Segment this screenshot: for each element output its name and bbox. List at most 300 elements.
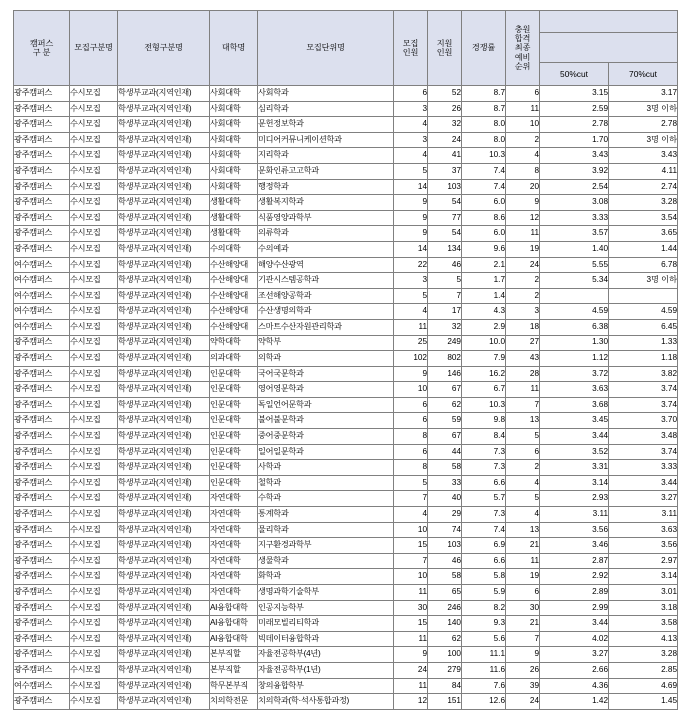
- cell-admission-type: 학생부교과(지역인재): [118, 585, 210, 601]
- cell-apply-count: 58: [428, 569, 462, 585]
- cell-apply-count: 44: [428, 444, 462, 460]
- cell-cut50: 2.66: [540, 662, 609, 678]
- cell-college: 사회대학: [210, 101, 258, 117]
- cell-cut70: 3명 이하: [609, 132, 678, 148]
- cell-cut50: 3.08: [540, 195, 609, 211]
- cell-campus: 광주캠퍼스: [14, 475, 70, 491]
- cell-competition-rate: 1.4: [462, 288, 506, 304]
- cell-competition-rate: 6.7: [462, 382, 506, 398]
- cell-campus: 광주캠퍼스: [14, 366, 70, 382]
- cell-admission-type: 학생부교과(지역인재): [118, 86, 210, 102]
- cell-unit: 사학과: [258, 460, 394, 476]
- cell-waitlist-rank: 4: [506, 475, 540, 491]
- cell-college: 사회대학: [210, 179, 258, 195]
- table-row: [14, 631, 678, 647]
- cell-campus: 광주캠퍼스: [14, 132, 70, 148]
- cell-recruit-category: 수시모집: [70, 210, 118, 226]
- cell-college: 인문대학: [210, 460, 258, 476]
- table-row: [14, 132, 678, 148]
- cell-cut70: 3.48: [609, 429, 678, 445]
- cell-unit: 국어국문학과: [258, 366, 394, 382]
- table-row: [14, 569, 678, 585]
- table-row: [14, 335, 678, 351]
- table-row: [14, 319, 678, 335]
- cell-recruit-category: 수시모집: [70, 553, 118, 569]
- cell-cut50: 3.57: [540, 226, 609, 242]
- cell-unit: 식품영양과학부: [258, 210, 394, 226]
- cell-cut50: 3.31: [540, 460, 609, 476]
- cell-unit: 미디어커뮤니케이션학과: [258, 132, 394, 148]
- cell-college: 인문대학: [210, 429, 258, 445]
- cell-college: 인문대학: [210, 382, 258, 398]
- cell-recruit-count: 8: [394, 429, 428, 445]
- cell-cut50: 2.78: [540, 117, 609, 133]
- cell-cut70: 4.11: [609, 163, 678, 179]
- cell-cut70: 3.28: [609, 195, 678, 211]
- cell-cut50: 3.44: [540, 616, 609, 632]
- cell-college: 사회대학: [210, 163, 258, 179]
- cell-waitlist-rank: 9: [506, 195, 540, 211]
- header-apply-count-line1: 지원: [436, 38, 453, 48]
- cell-recruit-category: 수시모집: [70, 351, 118, 367]
- cell-unit: 영어영문학과: [258, 382, 394, 398]
- cell-waitlist-rank: 13: [506, 522, 540, 538]
- cell-unit: 해양수산광역: [258, 257, 394, 273]
- cell-unit: 인공지능학부: [258, 600, 394, 616]
- table-row: [14, 366, 678, 382]
- cell-competition-rate: 5.9: [462, 585, 506, 601]
- cell-apply-count: 26: [428, 101, 462, 117]
- cell-campus: 광주캠퍼스: [14, 179, 70, 195]
- cell-college: 의과대학: [210, 351, 258, 367]
- cell-apply-count: 5: [428, 273, 462, 289]
- cell-cut70: 3.74: [609, 382, 678, 398]
- cell-waitlist-rank: 7: [506, 631, 540, 647]
- cell-recruit-category: 수시모집: [70, 585, 118, 601]
- cell-waitlist-rank: 43: [506, 351, 540, 367]
- cell-campus: 광주캠퍼스: [14, 226, 70, 242]
- cell-recruit-count: 9: [394, 226, 428, 242]
- cell-competition-rate: 2.9: [462, 319, 506, 335]
- cell-campus: 광주캠퍼스: [14, 491, 70, 507]
- cell-cut70: 3.44: [609, 475, 678, 491]
- cell-apply-count: 7: [428, 288, 462, 304]
- cell-apply-count: 146: [428, 366, 462, 382]
- cell-unit: 철학과: [258, 475, 394, 491]
- cell-college: AI융합대학: [210, 616, 258, 632]
- header-cut50: 50%cut: [540, 63, 609, 86]
- cell-recruit-count: 3: [394, 132, 428, 148]
- cell-campus: 여수캠퍼스: [14, 288, 70, 304]
- cell-cut70: 6.45: [609, 319, 678, 335]
- cell-college: 인문대학: [210, 444, 258, 460]
- cell-unit: 지구환경과학부: [258, 538, 394, 554]
- cell-apply-count: 249: [428, 335, 462, 351]
- cell-unit: 심리학과: [258, 101, 394, 117]
- cell-unit: 기관시스템공학과: [258, 273, 394, 289]
- cell-apply-count: 84: [428, 678, 462, 694]
- cell-waitlist-rank: 19: [506, 241, 540, 257]
- cell-competition-rate: 8.2: [462, 600, 506, 616]
- cell-admission-type: 학생부교과(지역인재): [118, 397, 210, 413]
- cell-recruit-count: 9: [394, 195, 428, 211]
- cell-campus: 광주캠퍼스: [14, 241, 70, 257]
- header-waitlist-rank: [506, 11, 540, 86]
- table-row: [14, 86, 678, 102]
- cell-admission-type: 학생부교과(지역인재): [118, 319, 210, 335]
- cell-campus: 광주캠퍼스: [14, 631, 70, 647]
- cell-cut70: 3.63: [609, 522, 678, 538]
- table-row: [14, 538, 678, 554]
- cell-competition-rate: 7.4: [462, 163, 506, 179]
- cell-waitlist-rank: 26: [506, 662, 540, 678]
- cell-apply-count: 151: [428, 694, 462, 710]
- cell-unit: 생활복지학과: [258, 195, 394, 211]
- cell-unit: 문화인류고고학과: [258, 163, 394, 179]
- cell-cut50: 1.42: [540, 694, 609, 710]
- cell-competition-rate: 12.6: [462, 694, 506, 710]
- cell-cut70: 1.44: [609, 241, 678, 257]
- cell-apply-count: 40: [428, 491, 462, 507]
- cell-recruit-category: 수시모집: [70, 241, 118, 257]
- cell-waitlist-rank: 11: [506, 382, 540, 398]
- cell-apply-count: 17: [428, 304, 462, 320]
- cell-campus: 광주캠퍼스: [14, 553, 70, 569]
- cell-admission-type: 학생부교과(지역인재): [118, 553, 210, 569]
- cell-campus: 광주캠퍼스: [14, 413, 70, 429]
- cell-college: 자연대학: [210, 522, 258, 538]
- cell-recruit-category: 수시모집: [70, 507, 118, 523]
- table-row: [14, 522, 678, 538]
- cell-competition-rate: 8.7: [462, 86, 506, 102]
- cell-competition-rate: 2.1: [462, 257, 506, 273]
- cell-college: 본부직할: [210, 662, 258, 678]
- cell-college: 인문대학: [210, 366, 258, 382]
- header-admission-type: 전형구분명: [118, 11, 210, 86]
- cell-unit: 조선해양공학과: [258, 288, 394, 304]
- cell-unit: 의류학과: [258, 226, 394, 242]
- cell-waitlist-rank: 2: [506, 132, 540, 148]
- cell-campus: 광주캠퍼스: [14, 585, 70, 601]
- cell-campus: 광주캠퍼스: [14, 148, 70, 164]
- cell-unit: 화학과: [258, 569, 394, 585]
- cell-recruit-category: 수시모집: [70, 335, 118, 351]
- table-row: [14, 117, 678, 133]
- cell-recruit-category: 수시모집: [70, 257, 118, 273]
- cell-college: 자연대학: [210, 569, 258, 585]
- cell-recruit-category: 수시모집: [70, 460, 118, 476]
- table-row: [14, 678, 678, 694]
- cell-cut50: 3.14: [540, 475, 609, 491]
- cell-college: 인문대학: [210, 475, 258, 491]
- cell-apply-count: 24: [428, 132, 462, 148]
- cell-college: 사회대학: [210, 132, 258, 148]
- table-row: [14, 616, 678, 632]
- cell-unit: 미래모빌리티학과: [258, 616, 394, 632]
- cell-recruit-count: 10: [394, 569, 428, 585]
- cell-recruit-category: 수시모집: [70, 647, 118, 663]
- cell-competition-rate: 8.4: [462, 429, 506, 445]
- cell-campus: 광주캠퍼스: [14, 522, 70, 538]
- cell-competition-rate: 11.6: [462, 662, 506, 678]
- cell-recruit-category: 수시모집: [70, 86, 118, 102]
- table-row: [14, 288, 678, 304]
- cell-recruit-category: 수시모집: [70, 694, 118, 710]
- cell-apply-count: 62: [428, 397, 462, 413]
- cell-waitlist-rank: 10: [506, 117, 540, 133]
- cell-recruit-category: 수시모집: [70, 522, 118, 538]
- cell-recruit-category: 수시모집: [70, 569, 118, 585]
- cell-campus: 광주캠퍼스: [14, 507, 70, 523]
- cell-cut70: 3명 이하: [609, 101, 678, 117]
- cell-cut70: 3.33: [609, 460, 678, 476]
- cell-competition-rate: 4.3: [462, 304, 506, 320]
- cell-recruit-count: 6: [394, 444, 428, 460]
- cell-waitlist-rank: 24: [506, 694, 540, 710]
- cell-competition-rate: 9.8: [462, 413, 506, 429]
- table-row: [14, 351, 678, 367]
- cell-unit: 통계학과: [258, 507, 394, 523]
- cell-recruit-count: 9: [394, 366, 428, 382]
- cell-recruit-count: 7: [394, 491, 428, 507]
- cell-cut50: 3.46: [540, 538, 609, 554]
- header-row-1: [14, 11, 678, 33]
- cell-cut50: 2.54: [540, 179, 609, 195]
- cell-college: 수산해양대: [210, 257, 258, 273]
- cell-cut50: [540, 288, 609, 304]
- cell-recruit-count: 102: [394, 351, 428, 367]
- header-unit: 모집단위명: [258, 11, 394, 86]
- cell-competition-rate: 11.1: [462, 647, 506, 663]
- cell-admission-type: 학생부교과(지역인재): [118, 694, 210, 710]
- cell-admission-type: 학생부교과(지역인재): [118, 257, 210, 273]
- cell-apply-count: 33: [428, 475, 462, 491]
- cell-unit: 사회학과: [258, 86, 394, 102]
- cell-campus: 광주캠퍼스: [14, 569, 70, 585]
- table-row: [14, 491, 678, 507]
- cell-admission-type: 학생부교과(지역인재): [118, 101, 210, 117]
- cell-admission-type: 학생부교과(지역인재): [118, 335, 210, 351]
- cell-apply-count: 802: [428, 351, 462, 367]
- cell-recruit-category: 수시모집: [70, 304, 118, 320]
- cell-recruit-count: 4: [394, 304, 428, 320]
- cell-cut70: 3.28: [609, 647, 678, 663]
- cell-recruit-category: 수시모집: [70, 678, 118, 694]
- cell-cut70: 3.11: [609, 507, 678, 523]
- cell-college: AI융합대학: [210, 631, 258, 647]
- cell-admission-type: 학생부교과(지역인재): [118, 569, 210, 585]
- cell-recruit-count: 8: [394, 460, 428, 476]
- cell-waitlist-rank: 30: [506, 600, 540, 616]
- cell-college: 자연대학: [210, 491, 258, 507]
- cell-recruit-category: 수시모집: [70, 319, 118, 335]
- cell-admission-type: 학생부교과(지역인재): [118, 600, 210, 616]
- cell-unit: 스마트수산자원관리학과: [258, 319, 394, 335]
- cell-recruit-category: 수시모집: [70, 382, 118, 398]
- table-row: [14, 585, 678, 601]
- cell-recruit-category: 수시모집: [70, 226, 118, 242]
- cell-competition-rate: 8.6: [462, 210, 506, 226]
- cell-recruit-count: 30: [394, 600, 428, 616]
- header-campus-line1: 캠퍼스: [29, 38, 54, 48]
- cell-waitlist-rank: 2: [506, 460, 540, 476]
- cell-recruit-count: 25: [394, 335, 428, 351]
- cell-cut70: 2.85: [609, 662, 678, 678]
- cell-cut50: 3.43: [540, 148, 609, 164]
- cell-unit: 생명과학기술학부: [258, 585, 394, 601]
- cell-recruit-count: 14: [394, 179, 428, 195]
- cell-campus: 광주캠퍼스: [14, 86, 70, 102]
- table-row: [14, 429, 678, 445]
- cell-recruit-count: 24: [394, 662, 428, 678]
- cell-apply-count: 54: [428, 195, 462, 211]
- cell-apply-count: 67: [428, 429, 462, 445]
- cell-competition-rate: 8.7: [462, 101, 506, 117]
- table-row: [14, 600, 678, 616]
- cell-cut70: 3.82: [609, 366, 678, 382]
- table-row: [14, 553, 678, 569]
- cell-campus: 광주캠퍼스: [14, 616, 70, 632]
- cell-cut50: 6.38: [540, 319, 609, 335]
- header-cut70: 70%cut: [609, 63, 678, 86]
- cell-unit: 문헌정보학과: [258, 117, 394, 133]
- cell-recruit-count: 15: [394, 616, 428, 632]
- cell-cut50: 3.92: [540, 163, 609, 179]
- cell-cut70: 3.54: [609, 210, 678, 226]
- cell-campus: 광주캠퍼스: [14, 117, 70, 133]
- cell-recruit-category: 수시모집: [70, 179, 118, 195]
- cell-college: 생활대학: [210, 195, 258, 211]
- cell-recruit-count: 12: [394, 694, 428, 710]
- cell-campus: 광주캠퍼스: [14, 397, 70, 413]
- table-row: [14, 257, 678, 273]
- cell-cut50: 1.12: [540, 351, 609, 367]
- cell-waitlist-rank: 28: [506, 366, 540, 382]
- cell-cut70: 2.74: [609, 179, 678, 195]
- cell-recruit-category: 수시모집: [70, 132, 118, 148]
- cell-cut50: 3.68: [540, 397, 609, 413]
- cell-waitlist-rank: 4: [506, 148, 540, 164]
- cell-campus: 여수캠퍼스: [14, 257, 70, 273]
- cell-recruit-category: 수시모집: [70, 148, 118, 164]
- cell-campus: 광주캠퍼스: [14, 647, 70, 663]
- cell-college: 수산해양대: [210, 288, 258, 304]
- cell-competition-rate: 7.9: [462, 351, 506, 367]
- table-row: [14, 273, 678, 289]
- cell-waitlist-rank: 9: [506, 647, 540, 663]
- cell-apply-count: 54: [428, 226, 462, 242]
- cell-cut70: 6.78: [609, 257, 678, 273]
- cell-recruit-category: 수시모집: [70, 538, 118, 554]
- cell-apply-count: 46: [428, 553, 462, 569]
- cell-apply-count: 62: [428, 631, 462, 647]
- cell-waitlist-rank: 6: [506, 444, 540, 460]
- cell-college: 자연대학: [210, 507, 258, 523]
- cell-recruit-category: 수시모집: [70, 366, 118, 382]
- cell-cut70: 1.18: [609, 351, 678, 367]
- cell-unit: 창의융합학부: [258, 678, 394, 694]
- cell-admission-type: 학생부교과(지역인재): [118, 304, 210, 320]
- cell-competition-rate: 6.0: [462, 195, 506, 211]
- cell-apply-count: 65: [428, 585, 462, 601]
- cell-campus: 광주캠퍼스: [14, 460, 70, 476]
- cell-college: 수산해양대: [210, 304, 258, 320]
- cell-cut70: [609, 288, 678, 304]
- cell-apply-count: 140: [428, 616, 462, 632]
- cell-cut50: 1.70: [540, 132, 609, 148]
- cell-waitlist-rank: 5: [506, 491, 540, 507]
- cell-college: 생활대학: [210, 210, 258, 226]
- cell-admission-type: 학생부교과(지역인재): [118, 460, 210, 476]
- cell-recruit-count: 22: [394, 257, 428, 273]
- cell-competition-rate: 9.3: [462, 616, 506, 632]
- cell-recruit-count: 4: [394, 148, 428, 164]
- cell-competition-rate: 5.6: [462, 631, 506, 647]
- cell-competition-rate: 6.0: [462, 226, 506, 242]
- cell-competition-rate: 6.6: [462, 553, 506, 569]
- cell-recruit-count: 3: [394, 101, 428, 117]
- cell-cut70: 1.33: [609, 335, 678, 351]
- header-waitlist-line3: 최종: [514, 43, 531, 53]
- cell-waitlist-rank: 11: [506, 226, 540, 242]
- cell-recruit-category: 수시모집: [70, 429, 118, 445]
- cell-apply-count: 59: [428, 413, 462, 429]
- table-row: [14, 148, 678, 164]
- cell-cut70: 3명 이하: [609, 273, 678, 289]
- cell-recruit-count: 10: [394, 522, 428, 538]
- cell-recruit-category: 수시모집: [70, 662, 118, 678]
- cell-recruit-category: 수시모집: [70, 444, 118, 460]
- cell-recruit-count: 5: [394, 163, 428, 179]
- cell-campus: 광주캠퍼스: [14, 694, 70, 710]
- cell-competition-rate: 10.3: [462, 397, 506, 413]
- cell-admission-type: 학생부교과(지역인재): [118, 148, 210, 164]
- cell-recruit-count: 11: [394, 631, 428, 647]
- cell-cut50: 3.11: [540, 507, 609, 523]
- cell-unit: 일어일문학과: [258, 444, 394, 460]
- table-row: [14, 304, 678, 320]
- cell-apply-count: 103: [428, 538, 462, 554]
- table-row: [14, 397, 678, 413]
- cell-unit: 치의학과(학·석사통합과정): [258, 694, 394, 710]
- cell-waitlist-rank: 6: [506, 86, 540, 102]
- cell-recruit-count: 11: [394, 585, 428, 601]
- cell-cut50: 4.02: [540, 631, 609, 647]
- cell-cut70: 3.58: [609, 616, 678, 632]
- cell-recruit-count: 6: [394, 397, 428, 413]
- table-row: [14, 163, 678, 179]
- table-row: [14, 507, 678, 523]
- header-competition-rate: 경쟁률: [462, 11, 506, 86]
- header-recruit-count-line2: 인원: [402, 48, 419, 57]
- cell-unit: 자율전공학부(1년): [258, 662, 394, 678]
- cell-apply-count: 58: [428, 460, 462, 476]
- header-campus: [14, 11, 70, 86]
- cell-cut50: 3.33: [540, 210, 609, 226]
- cell-waitlist-rank: 39: [506, 678, 540, 694]
- cell-cut50: 3.72: [540, 366, 609, 382]
- cell-recruit-category: 수시모집: [70, 273, 118, 289]
- cell-admission-type: 학생부교과(지역인재): [118, 241, 210, 257]
- cell-college: 자연대학: [210, 553, 258, 569]
- cell-recruit-count: 10: [394, 382, 428, 398]
- cell-college: 사회대학: [210, 148, 258, 164]
- cell-cut50: 1.40: [540, 241, 609, 257]
- cell-competition-rate: 7.3: [462, 460, 506, 476]
- cell-competition-rate: 16.2: [462, 366, 506, 382]
- cell-cut70: 3.56: [609, 538, 678, 554]
- cell-cut70: 2.78: [609, 117, 678, 133]
